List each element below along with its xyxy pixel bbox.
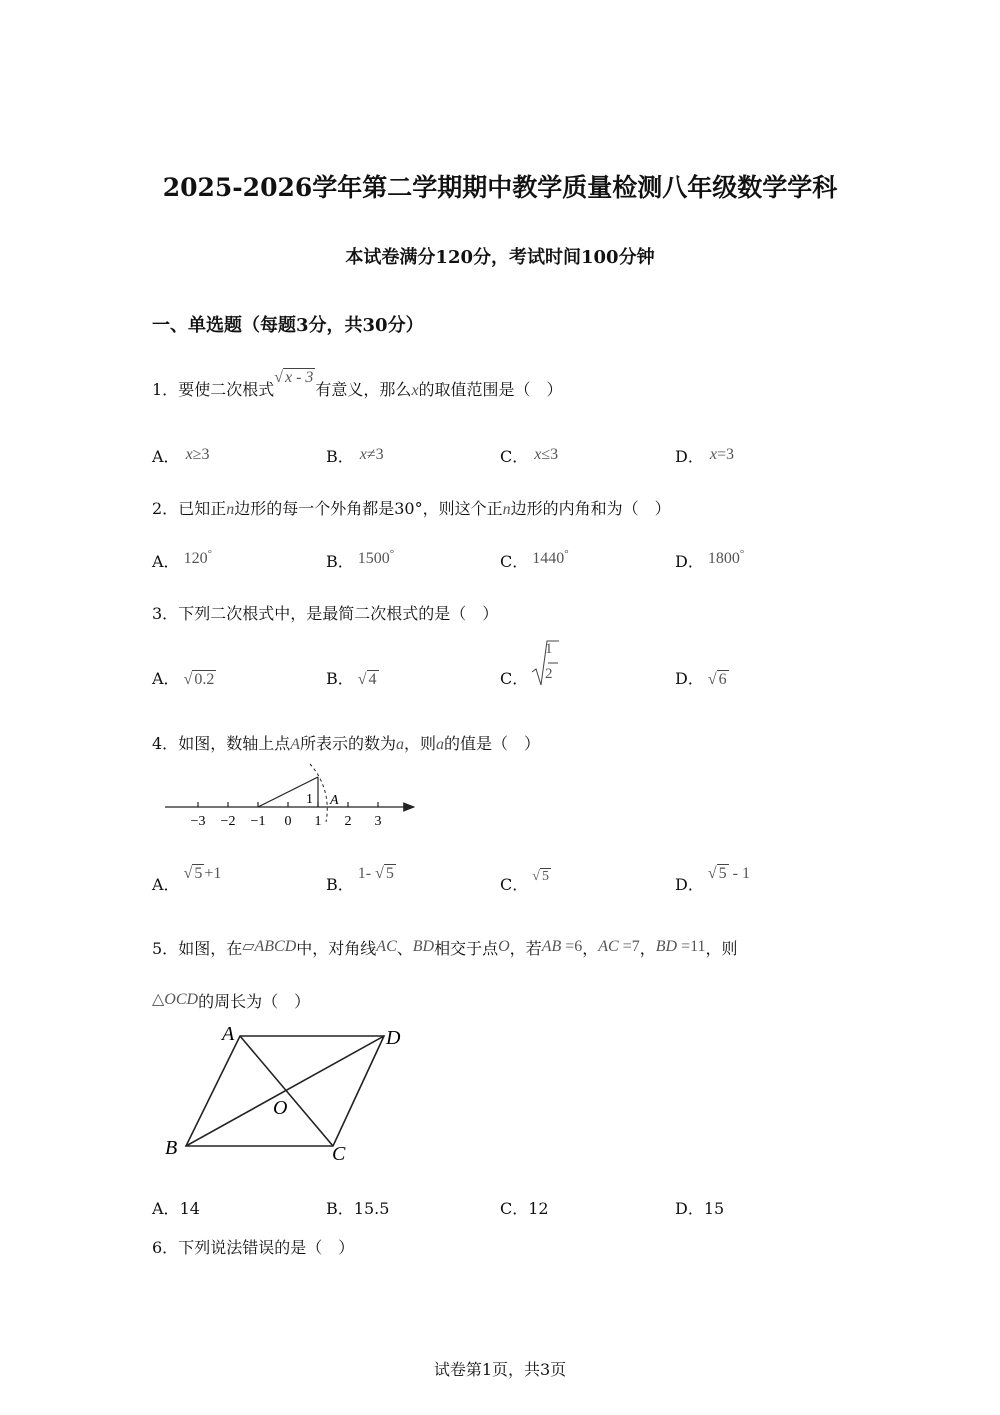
radical: √ x - 3 <box>274 369 314 386</box>
variable: n <box>226 501 235 518</box>
question-text: ，则 <box>705 939 738 958</box>
option-b[interactable] <box>326 444 384 467</box>
math-o: O <box>498 938 510 955</box>
option-d[interactable]: D．√ 5 - 1 <box>675 865 750 894</box>
question-text: 边形的内角和为（ ） <box>510 499 671 518</box>
option-c[interactable] <box>500 549 569 572</box>
point-label: A <box>290 736 300 753</box>
question-number: 3． <box>152 604 179 623</box>
option-label: B． <box>326 1199 354 1218</box>
option-value: 1440 <box>532 550 565 567</box>
variable: n <box>502 501 511 518</box>
math-ab: AB <box>541 938 562 955</box>
math-bd: BD <box>412 938 435 955</box>
triangle-symbol: △OCD <box>152 991 199 1008</box>
option-label: C． <box>500 875 529 894</box>
option-value: 1500 <box>357 550 390 567</box>
question-5-line-2 <box>152 989 310 1012</box>
question-text: 边形的每一个外角都是30°，则这个正 <box>234 499 503 518</box>
question-text: 相交于点 <box>434 939 499 958</box>
option-b[interactable]: B． √ 4 <box>326 669 377 688</box>
math-ac-value: =7 <box>618 938 640 955</box>
question-3 <box>152 601 498 624</box>
option-d[interactable] <box>675 549 744 572</box>
separator: 、 <box>396 939 413 958</box>
math-bd-value: =11 <box>677 938 706 955</box>
option-b[interactable] <box>326 1196 389 1219</box>
question-2 <box>152 496 671 519</box>
radicand: 5 <box>541 869 549 884</box>
option-value: 12 <box>528 1199 549 1218</box>
tick-label: 3 <box>374 814 382 829</box>
option-label: D． <box>675 875 704 894</box>
diagonal-bd <box>186 1036 384 1146</box>
option-rel: ≥3 <box>192 446 210 463</box>
radicand: 0.2 <box>194 671 215 688</box>
option-label: D． <box>675 552 704 571</box>
math-ac: AC <box>376 938 397 955</box>
radicand: 5 <box>385 865 394 882</box>
vertex-c-label: C <box>332 1143 346 1165</box>
option-value: 14 <box>179 1199 200 1218</box>
option-label: A． <box>152 669 180 688</box>
point-a-label: A <box>330 793 339 808</box>
page-footer: 试卷第1页，共3页 <box>433 1360 567 1379</box>
question-text: 中，对角线 <box>296 939 377 958</box>
tick-label: −1 <box>250 814 266 829</box>
question-4 <box>152 731 540 754</box>
option-a[interactable] <box>152 549 212 572</box>
question-text: 下列说法错误的是（ ） <box>178 1238 355 1257</box>
question-text: ，则 <box>404 734 437 753</box>
tick-label: −3 <box>190 814 206 829</box>
radicand: 4 <box>368 671 377 688</box>
option-label: A． <box>152 875 180 894</box>
degree-sign: ° <box>389 547 395 560</box>
math-ac-eq: AC <box>598 938 619 955</box>
option-d[interactable]: D． √ 6 <box>675 669 727 688</box>
option-var: x <box>709 446 717 463</box>
option-tail: +1 <box>204 865 222 882</box>
option-c[interactable] <box>500 1196 549 1219</box>
radicand: 5 <box>194 865 203 882</box>
option-label: B． <box>326 875 354 894</box>
fraction-radical <box>530 638 560 688</box>
question-text: 的周长为（ ） <box>198 992 311 1011</box>
question-text: 已知正 <box>178 499 227 518</box>
question-1 <box>152 369 563 400</box>
denominator: 2 <box>545 666 553 682</box>
radicand: 5 <box>718 865 727 882</box>
tick-label: 1 <box>314 814 322 829</box>
question-number: 6． <box>152 1238 179 1257</box>
option-value: 1800 <box>707 550 740 567</box>
vertex-d-label: D <box>386 1027 401 1049</box>
parallelogram-symbol: ▱ABCD <box>242 938 297 955</box>
option-d[interactable] <box>675 1196 724 1219</box>
tick-label: −2 <box>220 814 236 829</box>
question-text: ，若 <box>509 939 542 958</box>
question-text: 有意义，那么 <box>315 380 412 399</box>
option-var: x <box>185 446 193 463</box>
option-label: B． <box>326 447 354 466</box>
option-value: 15 <box>703 1199 725 1218</box>
vertex-a-label: A <box>222 1023 235 1045</box>
option-label: A． <box>152 1199 180 1218</box>
question-text: 所表示的数为 <box>299 734 396 753</box>
degree-sign: ° <box>564 547 569 560</box>
option-tail: - 1 <box>728 865 750 882</box>
numerator: 1 <box>545 641 553 657</box>
variable: a <box>396 736 404 753</box>
question-number: 1． <box>152 380 179 399</box>
option-label: D． <box>675 447 704 466</box>
option-rel: ≠3 <box>366 446 384 463</box>
tick-label: 0 <box>284 814 292 829</box>
option-label: D． <box>675 1199 704 1218</box>
question-text: 如图，在 <box>178 939 243 958</box>
option-b[interactable] <box>326 549 394 572</box>
vertex-b-label: B <box>165 1137 178 1159</box>
question-5 <box>152 936 738 959</box>
option-c[interactable]: C． √ 5 <box>500 869 549 894</box>
comma: ， <box>582 939 599 958</box>
comma: ， <box>639 939 656 958</box>
option-c[interactable] <box>500 666 528 689</box>
option-label: C． <box>500 447 529 466</box>
question-6 <box>152 1235 354 1258</box>
page-title: 2025-2026学年第二学期期中教学质量检测八年级数学学科 <box>162 173 838 202</box>
option-var: x <box>534 446 542 463</box>
option-label: C． <box>500 1199 529 1218</box>
option-a[interactable] <box>152 444 209 467</box>
option-d[interactable] <box>675 444 734 467</box>
option-label: B． <box>326 552 354 571</box>
exam-info: 本试卷满分120分，考试时间100分钟 <box>345 247 655 268</box>
option-rel: ≤3 <box>541 446 559 463</box>
option-a[interactable]: A． √ 0.2 <box>152 669 215 688</box>
section-heading: 一、单选题（每题3分，共30分） <box>152 315 424 336</box>
question-number: 2． <box>152 499 179 518</box>
option-rel: =3 <box>716 446 734 463</box>
question-number: 4． <box>152 734 179 753</box>
question-text: 如图，数轴上点 <box>178 734 291 753</box>
question-text: 要使二次根式 <box>178 380 275 399</box>
question-number: 5． <box>152 939 179 958</box>
option-head: 1- <box>357 865 376 882</box>
option-a[interactable] <box>152 1196 200 1219</box>
degree-sign: ° <box>207 547 212 560</box>
option-value: 15.5 <box>353 1199 390 1218</box>
variable: a <box>436 736 445 753</box>
degree-sign: ° <box>739 547 745 560</box>
question-text: 的值是（ ） <box>444 734 541 753</box>
option-label: A． <box>152 447 180 466</box>
parallelogram-figure <box>160 1018 420 1168</box>
question-text: 的取值范围是（ ） <box>418 380 563 399</box>
math-bd-eq: BD <box>655 938 678 955</box>
option-label: A． <box>152 552 180 571</box>
radicand: x - 3 <box>284 369 314 386</box>
option-c[interactable] <box>500 444 558 467</box>
option-label: C． <box>500 669 529 688</box>
number-line-figure <box>160 762 425 832</box>
option-label: C． <box>500 552 529 571</box>
math-ab-value: =6 <box>561 938 583 955</box>
tick-label: 2 <box>344 814 352 829</box>
option-label: D． <box>675 669 704 688</box>
option-label: B． <box>326 669 354 688</box>
radicand: 6 <box>718 671 727 688</box>
option-value: 120 <box>183 550 208 567</box>
question-text: 下列二次根式中，是最简二次根式的是（ ） <box>178 604 499 623</box>
option-var: x <box>359 446 367 463</box>
option-b[interactable]: B．1- √ 5 <box>326 865 394 894</box>
variable: x <box>411 382 419 399</box>
option-a[interactable]: A．√ 5 +1 <box>152 865 222 894</box>
segment-label: 1 <box>306 792 313 807</box>
center-o-label: O <box>273 1097 288 1119</box>
